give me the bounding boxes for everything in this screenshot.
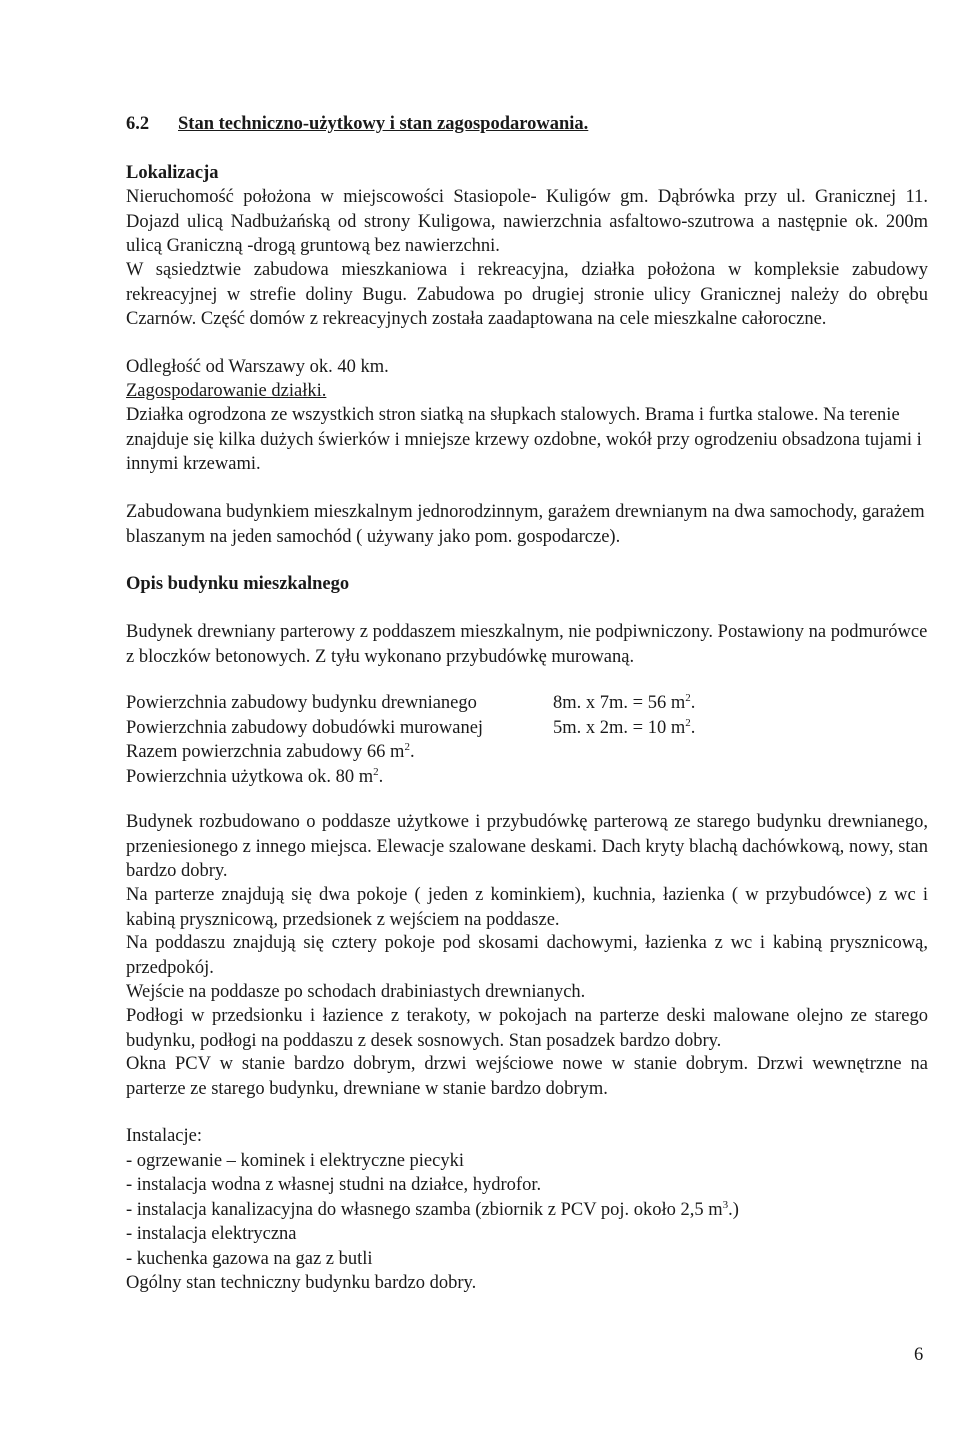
list-item: - instalacja kanalizacyjna do własnego szamba (zbiornik z PCV poj. około 2,5 $m^3$.) [126, 1198, 739, 1220]
distance-line: Odległość od Warszawy ok. 40 km. [126, 357, 389, 377]
opis-paragraph-3: Na parterze znajdują się dwa pokoje ( jeden z kominkiem), kuchnia, łazienka ( w przybudówce) z wc i kabiną prysznicową, przedsionek z wejściem na poddasze. [126, 885, 928, 930]
opis-paragraph-6: Podłogi w przedsionku i łazience z terakoty, w pokojach na parterze deski malowane olejno ze starego budynku, podłogi na poddaszu z desek sosnowych. Stan posadzek bardzo dobry. [126, 1006, 928, 1051]
area-table [126, 691, 928, 789]
list-item: - ogrzewanie – kominek i elektryczne piecyki [126, 1150, 464, 1171]
summary-line: Ogólny stan techniczny budynku bardzo dobry. [126, 1273, 477, 1293]
lokalizacja-heading: Lokalizacja [126, 163, 219, 183]
opis-paragraph-4: Na poddaszu znajdują się cztery pokoje pod skosami dachowymi, łazienka z wc i kabiną prysznicową, przedpokój. [126, 933, 928, 978]
area-row-drewniany [126, 691, 928, 716]
area-row-murowana [126, 716, 928, 741]
area-usable: Powierzchnia użytkowa ok. 80 $m^2$. [126, 765, 384, 787]
list-item: - instalacja elektryczna [126, 1224, 297, 1244]
opis-paragraph-7: Okna PCV w stanie bardzo dobrym, drzwi wejściowe nowe w stanie dobrym. Drzwi wewnętrzne na parterze ze starego budynku, drewniane w stanie bardzo dobrym. [126, 1054, 928, 1099]
zagospodarowanie-paragraph: Działka ogrodzona ze wszystkich stron siatką na słupkach stalowych. Brama i furtka stalowe. Na terenie znajduje się kilka dużych świerków i mniejsze krzewy ozdobne, wokół przy ogrodzeniu obsadzona tujami i innymi krzewami. [126, 405, 922, 474]
lokalizacja-paragraph-2: W sąsiedztwie zabudowa mieszkaniowa i rekreacyjna, działka położona w kompleksie zabudowy rekreacyjnej w strefie doliny Bugu. Zabudowa po drugiej stronie ulicy Granicznej należy do obrębu Czarnów. Część domów z rekreacyjnych została zaadaptowana na cele mieszkalne całoroczne. [126, 260, 928, 329]
area-label: Powierzchnia zabudowy budynku drewnianego [126, 693, 477, 713]
instalacje-heading: Instalacje: [126, 1126, 203, 1146]
area-total: Razem powierzchnia zabudowy 66 $m^2$. [126, 741, 415, 762]
section-title-text: Stan techniczno-użytkowy i stan zagospodarowania. [178, 114, 589, 134]
opis-heading: Opis budynku mieszkalnego [126, 574, 350, 594]
lokalizacja-paragraph-1: Nieruchomość położona w miejscowości Stasiopole- Kuligów gm. Dąbrówka przy ul. Granicznej 11. Dojazd ulicą Nadbużańską od strony Kuligowa, nawierzchnia asfaltowo-szutrowa a następnie ok. 200m ulicą Graniczną -drogą gruntową bez nawierzchni. [126, 187, 928, 256]
instalacje-list [126, 1124, 928, 1296]
list-item: - instalacja wodna z własnej studni na działce, hydrofor. [126, 1175, 542, 1195]
area-label: Powierzchnia zabudowy dobudówki murowanej [126, 717, 484, 738]
zabudowa-paragraph: Zabudowana budynkiem mieszkalnym jednorodzinnym, garażem drewnianym na dwa samochody, garażem blaszanym na jeden samochód ( używany jako pom. gospodarcze). [126, 502, 925, 547]
section-title [126, 112, 588, 137]
opis-paragraph-5: Wejście na poddasze po schodach drabiniastych drewnianych. [126, 982, 586, 1002]
page-number: 6 [914, 1345, 924, 1365]
zagospodarowanie-heading: Zagospodarowanie działki. [126, 381, 327, 401]
area-value: 5m. x 2m. = 10 $m^2$. [553, 716, 696, 738]
section-number: 6.2 [126, 114, 150, 134]
area-value: 8m. x 7m. = 56 $m^2$. [553, 692, 696, 713]
opis-paragraph-2: Budynek rozbudowano o poddasze użytkowe i przybudówkę parterową ze starego budynku drewnianego, przeniesionego z innego miejsca. Elewacje szalowane deskami. Dach kryty blachą dachówkową, nowy, stan bardzo dobry. [126, 812, 928, 881]
opis-paragraph-1: Budynek drewniany parterowy z poddaszem mieszkalnym, nie podpiwniczony. Postawiony na podmurówce z bloczków betonowych. Z tyłu wykonano przybudówkę murowaną. [126, 622, 928, 667]
list-item: - kuchenka gazowa na gaz z butli [126, 1248, 373, 1269]
